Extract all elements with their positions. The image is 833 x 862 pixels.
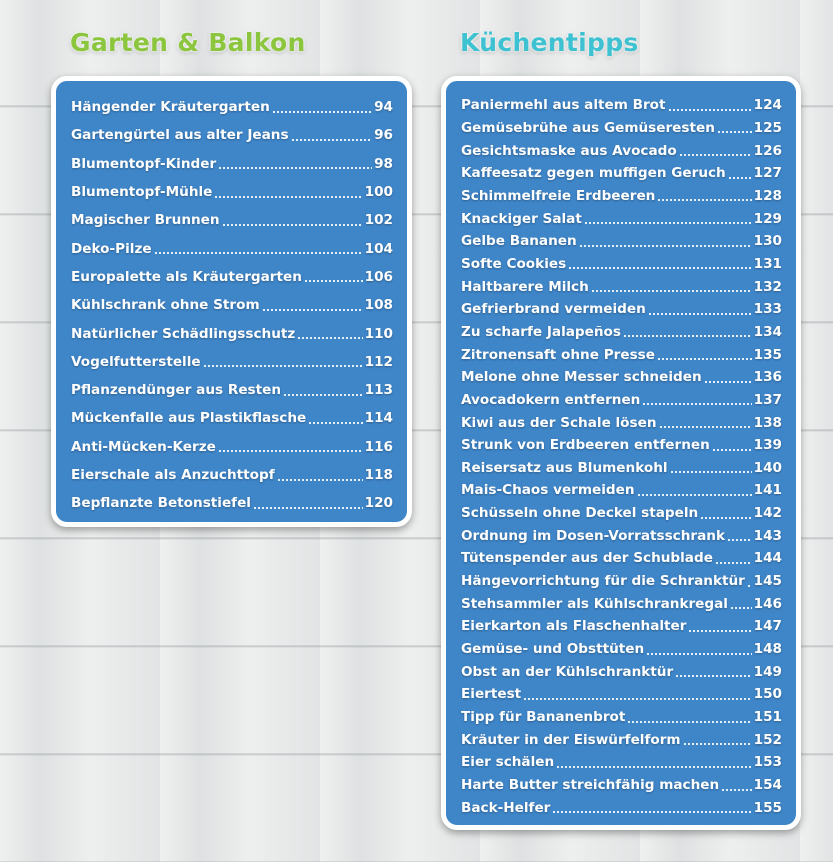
dot-leader [715, 562, 752, 564]
dot-leader [679, 154, 752, 156]
toc-entry-page: 130 [753, 233, 782, 250]
toc-entry-label: Schüsseln ohne Deckel stapeln [461, 505, 699, 522]
dot-leader [688, 630, 751, 632]
toc-list-kuechentipps [461, 94, 782, 819]
toc-entry-label: Gefrierbrand vermeiden [461, 301, 646, 318]
toc-entry[interactable] [461, 275, 782, 298]
toc-entry-page: 104 [364, 240, 393, 257]
toc-entry-page: 148 [753, 641, 782, 658]
toc-entry[interactable] [461, 411, 782, 434]
toc-panel-garten [51, 76, 412, 527]
toc-entry-page: 155 [753, 799, 782, 816]
dot-leader [584, 222, 752, 224]
dot-leader [646, 653, 751, 655]
toc-entry[interactable] [461, 683, 782, 706]
toc-entry-page: 151 [753, 709, 782, 726]
toc-entry-page: 100 [364, 184, 393, 201]
toc-entry[interactable] [461, 728, 782, 751]
toc-entry-page: 125 [753, 119, 782, 136]
toc-entry-label: Gelbe Bananen [461, 233, 577, 250]
dot-leader [253, 507, 363, 509]
toc-entry-label: Tütenspender aus der Schublade [461, 550, 713, 567]
dot-leader [627, 721, 751, 723]
toc-entry[interactable] [461, 502, 782, 525]
dot-leader [675, 675, 751, 677]
toc-entry[interactable] [461, 524, 782, 547]
toc-entry-label: Eierkarton als Flaschenhalter [461, 618, 687, 635]
toc-entry[interactable] [461, 592, 782, 615]
dot-leader [214, 196, 362, 198]
toc-entry-label: Gartengürtel aus alter Jeans [71, 127, 289, 144]
toc-entry[interactable] [461, 207, 782, 230]
dot-leader [670, 471, 752, 473]
toc-entry[interactable] [461, 751, 782, 774]
toc-entry-page: 112 [364, 353, 393, 370]
dot-leader [657, 358, 752, 360]
toc-entry-label: Kaffeesatz gegen muffigen Geruch [461, 165, 726, 182]
toc-entry[interactable] [461, 366, 782, 389]
toc-entry-label: Hängevorrichtung für die Schranktür [461, 573, 745, 590]
toc-entry[interactable] [461, 94, 782, 117]
section-title-kuechentipps: Küchentipps [460, 28, 639, 57]
toc-entry-label: Avocadokern entfernen [461, 391, 641, 408]
toc-entry[interactable] [71, 234, 393, 262]
toc-entry-page: 113 [364, 382, 393, 399]
toc-entry[interactable] [71, 178, 393, 206]
toc-entry-page: 152 [753, 731, 782, 748]
dot-leader [297, 337, 362, 339]
toc-entry[interactable] [71, 319, 393, 347]
toc-entry-page: 154 [753, 777, 782, 794]
toc-entry[interactable] [461, 253, 782, 276]
toc-entry-label: Ordnung im Dosen-Vorratsschrank [461, 527, 726, 544]
toc-entry-page: 131 [753, 255, 782, 272]
dot-leader [712, 449, 752, 451]
dot-leader [700, 517, 751, 519]
toc-entry-page: 127 [753, 165, 782, 182]
toc-entry-page: 102 [364, 212, 393, 229]
toc-entry[interactable] [71, 489, 393, 517]
toc-entry-page: 136 [753, 369, 782, 386]
toc-entry-label: Bepflanzte Betonstiefel [71, 495, 251, 512]
toc-entry[interactable] [461, 615, 782, 638]
toc-entry-label: Melone ohne Messer schneiden [461, 369, 702, 386]
toc-entry-label: Europalette als Kräutergarten [71, 268, 302, 285]
toc-entry-page: 137 [753, 391, 782, 408]
toc-entry-label: Mückenfalle aus Plastikflasche [71, 410, 307, 427]
dot-leader [668, 109, 752, 111]
toc-entry[interactable] [461, 570, 782, 593]
toc-entry[interactable] [71, 93, 393, 121]
toc-entry-page: 116 [364, 438, 393, 455]
dot-leader [277, 479, 363, 481]
toc-entry[interactable] [71, 348, 393, 376]
dot-leader [283, 394, 363, 396]
toc-entry-label: Hängender Kräutergarten [71, 99, 270, 116]
toc-entry[interactable] [71, 263, 393, 291]
dot-leader [717, 131, 752, 133]
dot-leader [591, 290, 752, 292]
toc-entry[interactable] [71, 404, 393, 432]
toc-entry-label: Haltbarere Milch [461, 278, 589, 295]
toc-entry[interactable] [71, 291, 393, 319]
toc-entry[interactable] [461, 162, 782, 185]
toc-entry-page: 106 [364, 268, 393, 285]
toc-entry-label: Knackiger Salat [461, 210, 582, 227]
toc-entry-label: Pflanzendünger aus Resten [71, 382, 282, 399]
toc-entry-label: Tipp für Bananenbrot [461, 709, 626, 726]
toc-entry-label: Blumentopf-Kinder [71, 155, 217, 172]
dot-leader [222, 224, 363, 226]
dot-leader [154, 252, 363, 254]
dot-leader [728, 177, 752, 179]
dot-leader [747, 585, 752, 587]
toc-entry-page: 110 [364, 325, 393, 342]
toc-entry[interactable] [461, 796, 782, 819]
toc-entry-page: 120 [364, 495, 393, 512]
toc-entry-page: 142 [753, 505, 782, 522]
toc-entry-label: Natürlicher Schädlingsschutz [71, 325, 296, 342]
toc-entry-page: 108 [364, 297, 393, 314]
toc-entry-page: 124 [753, 97, 782, 114]
toc-entry-page: 134 [753, 323, 782, 340]
dot-leader [579, 245, 752, 247]
toc-entry-label: Gesichtsmaske aus Avocado [461, 142, 677, 159]
toc-entry-page: 141 [753, 482, 782, 499]
toc-entry-page: 96 [374, 127, 393, 144]
dot-leader [657, 199, 751, 201]
toc-entry-label: Paniermehl aus altem Brot [461, 97, 666, 114]
dot-leader [523, 698, 751, 700]
dot-leader [218, 450, 363, 452]
toc-entry-label: Obst an der Kühlschranktür [461, 663, 674, 680]
toc-entry[interactable] [461, 343, 782, 366]
toc-panel-kuechentipps [441, 76, 801, 830]
toc-entry-page: 128 [753, 187, 782, 204]
toc-entry-page: 143 [753, 527, 782, 544]
toc-entry[interactable] [461, 547, 782, 570]
toc-entry-label: Softe Cookies [461, 255, 567, 272]
toc-entry[interactable] [461, 117, 782, 140]
toc-entry[interactable] [461, 434, 782, 457]
toc-entry[interactable] [461, 479, 782, 502]
toc-entry-label: Blumentopf-Mühle [71, 184, 213, 201]
toc-entry[interactable] [71, 461, 393, 489]
toc-entry[interactable] [461, 774, 782, 797]
toc-entry-label: Kühlschrank ohne Strom [71, 297, 260, 314]
toc-entry-label: Back-Helfer [461, 799, 551, 816]
toc-entry[interactable] [461, 185, 782, 208]
toc-entry-label: Kiwi aus der Schale lösen [461, 414, 657, 431]
toc-entry-label: Mais-Chaos vermeiden [461, 482, 635, 499]
dot-leader [637, 494, 752, 496]
toc-entry-label: Anti-Mücken-Kerze [71, 438, 216, 455]
toc-entry-page: 126 [753, 142, 782, 159]
toc-entry[interactable] [461, 706, 782, 729]
dot-leader [203, 365, 363, 367]
toc-entry-page: 114 [364, 410, 393, 427]
section-title-garten: Garten & Balkon [70, 28, 306, 57]
dot-leader [659, 426, 752, 428]
dot-leader [304, 280, 363, 282]
toc-entry[interactable] [461, 321, 782, 344]
dot-leader [623, 335, 752, 337]
toc-list-garten [71, 93, 393, 517]
toc-entry-page: 145 [753, 573, 782, 590]
toc-entry-label: Eier schälen [461, 754, 555, 771]
dot-leader [727, 539, 752, 541]
dot-leader [552, 811, 751, 813]
toc-entry-label: Reisersatz aus Blumenkohl [461, 459, 668, 476]
toc-entry-label: Vogelfutterstelle [71, 353, 201, 370]
toc-entry[interactable] [461, 298, 782, 321]
toc-entry-label: Gemüse- und Obsttüten [461, 641, 645, 658]
toc-entry-label: Zitronensaft ohne Presse [461, 346, 655, 363]
dot-leader [648, 313, 752, 315]
toc-entry-page: 140 [753, 459, 782, 476]
toc-entry-label: Deko-Pilze [71, 240, 152, 257]
dot-leader [262, 309, 363, 311]
toc-entry[interactable] [461, 230, 782, 253]
dot-leader [721, 789, 751, 791]
toc-entry-page: 135 [753, 346, 782, 363]
toc-entry-label: Kräuter in der Eiswürfelform [461, 731, 681, 748]
dot-leader [642, 403, 751, 405]
toc-entry-page: 98 [374, 155, 393, 172]
toc-entry[interactable] [71, 121, 393, 149]
toc-entry-label: Harte Butter streichfähig machen [461, 777, 720, 794]
toc-entry-page: 144 [753, 550, 782, 567]
toc-entry-page: 118 [364, 467, 393, 483]
toc-entry-page: 153 [753, 754, 782, 771]
toc-entry-label: Eierschale als Anzuchttopf [71, 467, 275, 483]
toc-entry-label: Gemüsebrühe aus Gemüseresten [461, 119, 715, 136]
toc-entry-page: 132 [753, 278, 782, 295]
toc-entry[interactable] [461, 139, 782, 162]
dot-leader [272, 111, 372, 113]
toc-entry-page: 133 [753, 301, 782, 318]
toc-entry-page: 146 [753, 595, 782, 612]
toc-entry-page: 129 [753, 210, 782, 227]
toc-entry-label: Zu scharfe Jalapeños [461, 323, 621, 340]
toc-entry[interactable] [461, 389, 782, 412]
dot-leader [218, 167, 372, 169]
dot-leader [308, 422, 362, 424]
toc-entry-label: Strunk von Erdbeeren entfernen [461, 437, 710, 454]
dot-leader [683, 743, 752, 745]
toc-entry-label: Schimmelfreie Erdbeeren [461, 187, 656, 204]
toc-entry-page: 149 [753, 663, 782, 680]
toc-entry-label: Eiertest [461, 686, 522, 703]
toc-entry[interactable] [461, 457, 782, 480]
dot-leader [730, 607, 752, 609]
toc-entry[interactable] [71, 150, 393, 178]
dot-leader [291, 139, 373, 141]
dot-leader [568, 267, 751, 269]
toc-entry-label: Stehsammler als Kühlschrankregal [461, 595, 728, 612]
toc-entry[interactable] [71, 206, 393, 234]
toc-entry[interactable] [461, 660, 782, 683]
dot-leader [556, 766, 751, 768]
toc-entry[interactable] [71, 433, 393, 461]
toc-entry-page: 147 [753, 618, 782, 635]
toc-entry-page: 150 [753, 686, 782, 703]
dot-leader [704, 381, 752, 383]
toc-entry-label: Magischer Brunnen [71, 212, 220, 229]
toc-entry-page: 94 [374, 99, 393, 116]
toc-entry-page: 138 [753, 414, 782, 431]
toc-entry-page: 139 [753, 437, 782, 454]
toc-entry[interactable] [71, 376, 393, 404]
toc-entry[interactable] [461, 638, 782, 661]
